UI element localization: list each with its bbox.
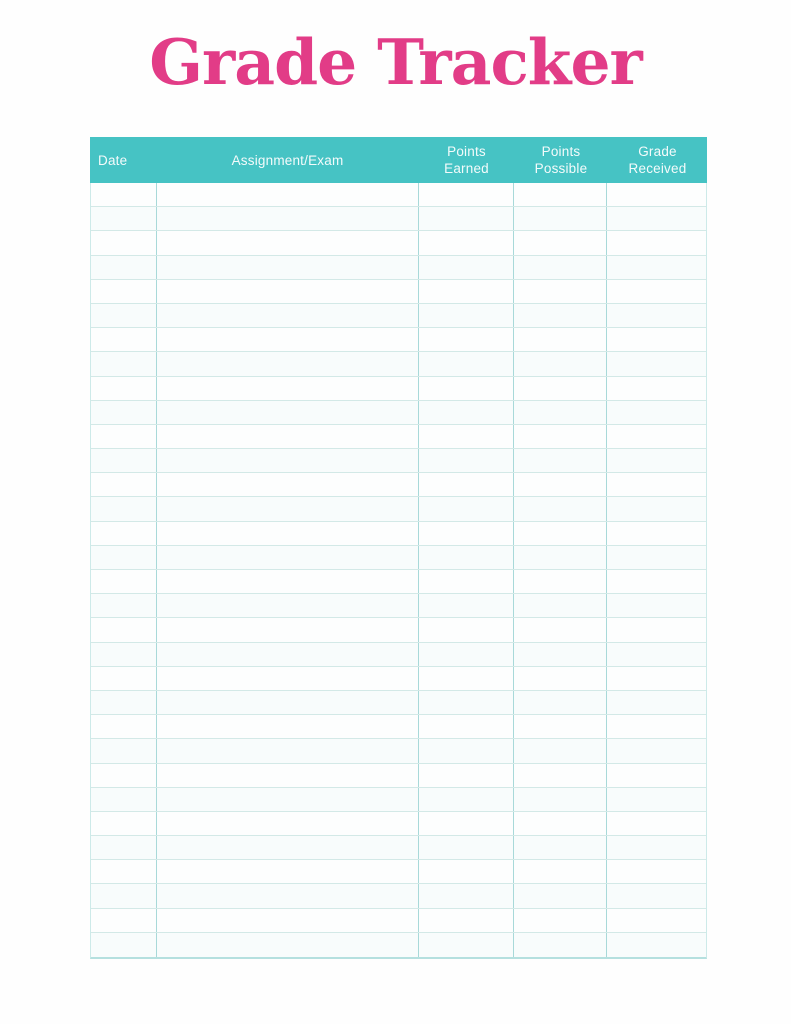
- column-header-date-label: Date: [98, 152, 128, 168]
- table-cell-empty: [91, 183, 157, 206]
- table-row: [91, 909, 706, 933]
- table-row: [91, 304, 706, 328]
- table-cell-empty: [157, 715, 419, 738]
- table-cell-empty: [157, 425, 419, 448]
- table-cell-empty: [157, 522, 419, 545]
- table-cell-empty: [607, 231, 706, 254]
- table-cell-empty: [607, 522, 706, 545]
- table-cell-empty: [157, 401, 419, 424]
- table-row: [91, 836, 706, 860]
- table-cell-empty: [607, 401, 706, 424]
- table-cell-empty: [419, 594, 514, 617]
- table-row: [91, 473, 706, 497]
- table-row: [91, 812, 706, 836]
- column-header-points-possible-label: Points Possible: [534, 144, 588, 176]
- table-cell-empty: [157, 449, 419, 472]
- table-cell-empty: [419, 884, 514, 907]
- table-cell-empty: [514, 691, 608, 714]
- table-cell-empty: [157, 667, 419, 690]
- table-cell-empty: [157, 231, 419, 254]
- table-row: [91, 546, 706, 570]
- table-cell-empty: [419, 788, 514, 811]
- table-cell-empty: [419, 715, 514, 738]
- column-header-grade-received-label: Grade Received: [628, 144, 687, 176]
- table-row: [91, 497, 706, 521]
- table-cell-empty: [157, 473, 419, 496]
- column-header-points-earned-label: Points Earned: [444, 144, 489, 176]
- table-cell-empty: [157, 764, 419, 787]
- table-cell-empty: [419, 280, 514, 303]
- table-cell-empty: [91, 256, 157, 279]
- table-row: [91, 788, 706, 812]
- table-row: [91, 231, 706, 255]
- table-cell-empty: [419, 691, 514, 714]
- table-cell-empty: [514, 522, 608, 545]
- table-cell-empty: [91, 715, 157, 738]
- table-cell-empty: [607, 546, 706, 569]
- table-cell-empty: [514, 352, 608, 375]
- table-header-row: [90, 137, 707, 183]
- table-cell-empty: [514, 328, 608, 351]
- column-header-points-possible: [514, 137, 608, 183]
- table-cell-empty: [514, 715, 608, 738]
- table-cell-empty: [91, 667, 157, 690]
- table-cell-empty: [157, 546, 419, 569]
- table-cell-empty: [157, 643, 419, 666]
- table-cell-empty: [157, 256, 419, 279]
- table-cell-empty: [419, 570, 514, 593]
- table-cell-empty: [157, 497, 419, 520]
- table-cell-empty: [419, 812, 514, 835]
- table-cell-empty: [419, 304, 514, 327]
- table-cell-empty: [157, 909, 419, 932]
- column-header-assignment-exam-label: Assignment/Exam: [231, 152, 344, 168]
- table-cell-empty: [157, 594, 419, 617]
- table-row: [91, 715, 706, 739]
- table-cell-empty: [514, 836, 608, 859]
- table-cell-empty: [157, 788, 419, 811]
- table-cell-empty: [514, 449, 608, 472]
- column-header-points-earned: [419, 137, 514, 183]
- table-cell-empty: [419, 207, 514, 230]
- table-cell-empty: [514, 933, 608, 957]
- table-row: [91, 522, 706, 546]
- table-cell-empty: [514, 304, 608, 327]
- table-cell-empty: [607, 933, 706, 957]
- table-cell-empty: [607, 207, 706, 230]
- table-cell-empty: [91, 280, 157, 303]
- table-cell-empty: [91, 304, 157, 327]
- table-cell-empty: [607, 449, 706, 472]
- table-cell-empty: [91, 836, 157, 859]
- table-cell-empty: [607, 909, 706, 932]
- table-cell-empty: [607, 667, 706, 690]
- table-cell-empty: [91, 401, 157, 424]
- table-cell-empty: [419, 401, 514, 424]
- table-cell-empty: [419, 449, 514, 472]
- table-cell-empty: [419, 933, 514, 957]
- table-cell-empty: [514, 546, 608, 569]
- table-row: [91, 280, 706, 304]
- column-header-date: [90, 137, 156, 183]
- table-cell-empty: [607, 183, 706, 206]
- table-cell-empty: [157, 739, 419, 762]
- table-cell-empty: [514, 788, 608, 811]
- table-row: [91, 570, 706, 594]
- table-cell-empty: [157, 207, 419, 230]
- table-row: [91, 207, 706, 231]
- table-cell-empty: [419, 183, 514, 206]
- table-cell-empty: [607, 884, 706, 907]
- table-cell-empty: [514, 667, 608, 690]
- table-cell-empty: [91, 570, 157, 593]
- table-cell-empty: [514, 570, 608, 593]
- table-cell-empty: [157, 183, 419, 206]
- table-cell-empty: [514, 473, 608, 496]
- table-cell-empty: [91, 377, 157, 400]
- table-cell-empty: [419, 764, 514, 787]
- table-cell-empty: [514, 425, 608, 448]
- table-cell-empty: [91, 909, 157, 932]
- table-cell-empty: [514, 183, 608, 206]
- table-cell-empty: [157, 836, 419, 859]
- table-cell-empty: [419, 667, 514, 690]
- table-cell-empty: [419, 739, 514, 762]
- table-cell-empty: [91, 449, 157, 472]
- table-cell-empty: [607, 377, 706, 400]
- table-cell-empty: [91, 522, 157, 545]
- table-cell-empty: [419, 352, 514, 375]
- table-cell-empty: [607, 570, 706, 593]
- table-row: [91, 691, 706, 715]
- table-cell-empty: [157, 328, 419, 351]
- table-cell-empty: [514, 594, 608, 617]
- table-cell-empty: [157, 377, 419, 400]
- table-cell-empty: [91, 788, 157, 811]
- table-row: [91, 933, 706, 957]
- table-row: [91, 643, 706, 667]
- table-cell-empty: [91, 207, 157, 230]
- table-cell-empty: [91, 473, 157, 496]
- table-cell-empty: [607, 280, 706, 303]
- table-cell-empty: [157, 352, 419, 375]
- table-row: [91, 401, 706, 425]
- table-cell-empty: [514, 497, 608, 520]
- table-cell-empty: [607, 860, 706, 883]
- table-cell-empty: [419, 377, 514, 400]
- table-cell-empty: [514, 643, 608, 666]
- table-cell-empty: [607, 812, 706, 835]
- table-cell-empty: [91, 812, 157, 835]
- table-cell-empty: [157, 812, 419, 835]
- table-cell-empty: [419, 231, 514, 254]
- table-cell-empty: [514, 377, 608, 400]
- table-cell-empty: [91, 643, 157, 666]
- table-cell-empty: [91, 739, 157, 762]
- table-cell-empty: [514, 207, 608, 230]
- table-cell-empty: [607, 352, 706, 375]
- table-cell-empty: [419, 618, 514, 641]
- table-row: [91, 764, 706, 788]
- table-cell-empty: [419, 909, 514, 932]
- table-cell-empty: [419, 643, 514, 666]
- table-row: [91, 667, 706, 691]
- table-cell-empty: [91, 764, 157, 787]
- table-cell-empty: [157, 884, 419, 907]
- table-cell-empty: [607, 618, 706, 641]
- column-header-grade-received: [608, 137, 707, 183]
- table-cell-empty: [419, 425, 514, 448]
- table-cell-empty: [91, 546, 157, 569]
- table-cell-empty: [607, 473, 706, 496]
- table-cell-empty: [157, 280, 419, 303]
- table-cell-empty: [607, 739, 706, 762]
- table-cell-empty: [157, 933, 419, 957]
- table-cell-empty: [91, 497, 157, 520]
- table-cell-empty: [419, 860, 514, 883]
- table-cell-empty: [157, 304, 419, 327]
- table-cell-empty: [514, 401, 608, 424]
- table-cell-empty: [607, 836, 706, 859]
- table-cell-empty: [419, 328, 514, 351]
- table-cell-empty: [91, 352, 157, 375]
- page-title: Grade Tracker: [149, 25, 642, 99]
- table-row: [91, 183, 706, 207]
- table-cell-empty: [607, 643, 706, 666]
- column-header-assignment-exam: [156, 137, 419, 183]
- table-cell-empty: [91, 691, 157, 714]
- table-cell-empty: [607, 425, 706, 448]
- table-cell-empty: [607, 328, 706, 351]
- table-cell-empty: [91, 884, 157, 907]
- table-cell-empty: [91, 328, 157, 351]
- table-cell-empty: [157, 860, 419, 883]
- table-row: [91, 594, 706, 618]
- table-cell-empty: [419, 256, 514, 279]
- table-cell-empty: [419, 546, 514, 569]
- table-cell-empty: [91, 618, 157, 641]
- table-cell-empty: [607, 497, 706, 520]
- table-row: [91, 618, 706, 642]
- table-row: [91, 256, 706, 280]
- table-cell-empty: [419, 497, 514, 520]
- table-cell-empty: [607, 764, 706, 787]
- table-cell-empty: [91, 425, 157, 448]
- table-row: [91, 884, 706, 908]
- table-cell-empty: [514, 812, 608, 835]
- table-row: [91, 425, 706, 449]
- table-cell-empty: [607, 304, 706, 327]
- table-cell-empty: [607, 788, 706, 811]
- table-cell-empty: [607, 594, 706, 617]
- table-cell-empty: [514, 618, 608, 641]
- table-cell-empty: [419, 836, 514, 859]
- table-cell-empty: [419, 522, 514, 545]
- table-cell-empty: [157, 691, 419, 714]
- table-row: [91, 352, 706, 376]
- table-cell-empty: [607, 715, 706, 738]
- table-cell-empty: [91, 594, 157, 617]
- table-cell-empty: [91, 231, 157, 254]
- grade-table: [90, 137, 707, 959]
- table-row: [91, 739, 706, 763]
- table-cell-empty: [514, 884, 608, 907]
- table-cell-empty: [91, 860, 157, 883]
- table-row: [91, 328, 706, 352]
- table-row: [91, 449, 706, 473]
- table-body: [90, 183, 707, 959]
- table-cell-empty: [157, 618, 419, 641]
- table-cell-empty: [607, 691, 706, 714]
- table-cell-empty: [514, 764, 608, 787]
- table-cell-empty: [419, 473, 514, 496]
- table-cell-empty: [514, 231, 608, 254]
- table-cell-empty: [157, 570, 419, 593]
- table-cell-empty: [514, 909, 608, 932]
- table-cell-empty: [514, 280, 608, 303]
- table-cell-empty: [514, 860, 608, 883]
- table-cell-empty: [91, 933, 157, 957]
- table-cell-empty: [514, 739, 608, 762]
- table-cell-empty: [514, 256, 608, 279]
- table-row: [91, 860, 706, 884]
- table-cell-empty: [607, 256, 706, 279]
- table-row: [91, 377, 706, 401]
